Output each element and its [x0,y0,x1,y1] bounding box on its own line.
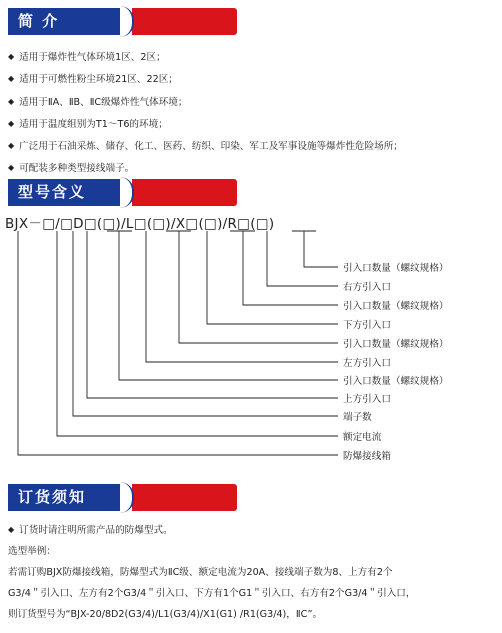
example-line: 若需订购BJX防爆接线箱，防爆型式为ⅡC级、额定电流为20A、接线端子数为8、上方有2个 [8,567,393,578]
example-line: 则订货型号为“BJX-20/8D2(G3/4)/L1(G3/4)/X1(G1) /R1(G3/4)，ⅡC”。 [8,609,323,620]
intro-title: 简 介 [8,8,126,35]
example-line: G3/4＂引入口、左方有2个G3/4＂引入口、下方有1个G1＂引入口、右方有2个G3/4＂引入口， [8,588,416,599]
legend-item: 额定电流 [343,432,382,443]
intro-item: ◆ 适用于爆炸性气体环境1区、2区； [8,46,403,68]
model-code: BJX－□/□D□(□)/L□(□)/X□(□)/R□(□) [5,216,275,232]
header-red-bar [132,484,237,511]
intro-item: ◆ 广泛用于石油采炼、储存、化工、医药、纺织、印染、军工及军事设施等爆炸性危险场所； [8,135,403,157]
intro-item: ◆ 可配装多种类型接线端子。 [8,157,403,179]
legend-item: 左方引入口 [343,358,391,369]
legend-item: 引入口数量（螺纹规格） [343,263,449,274]
example-label: 选型举例： [8,546,56,557]
legend-item: 上方引入口 [343,394,391,405]
legend-item: 下方引入口 [343,320,391,331]
legend-item: 右方引入口 [343,282,391,293]
legend-item: 引入口数量（螺纹规格） [343,301,449,312]
intro-item: ◆ 适用于可燃性粉尘环境21区、22区； [8,68,403,90]
legend-item: 引入口数量（螺纹规格） [343,376,449,387]
intro-item: ◆ 适用于ⅡA、ⅡB、ⅡC级爆炸性气体环境； [8,91,403,113]
legend-item: 端子数 [343,412,372,423]
intro-item: ◆ 适用于温度组别为T1～T6的环境； [8,113,403,135]
model-title: 型号含义 [8,179,126,206]
order-note: ◆ 订货时请注明所需产品的防爆型式。 [8,522,173,536]
order-title: 订货须知 [8,484,126,511]
legend-item: 防爆接线箱 [343,451,391,462]
legend-item: 引入口数量（螺纹规格） [343,339,449,350]
